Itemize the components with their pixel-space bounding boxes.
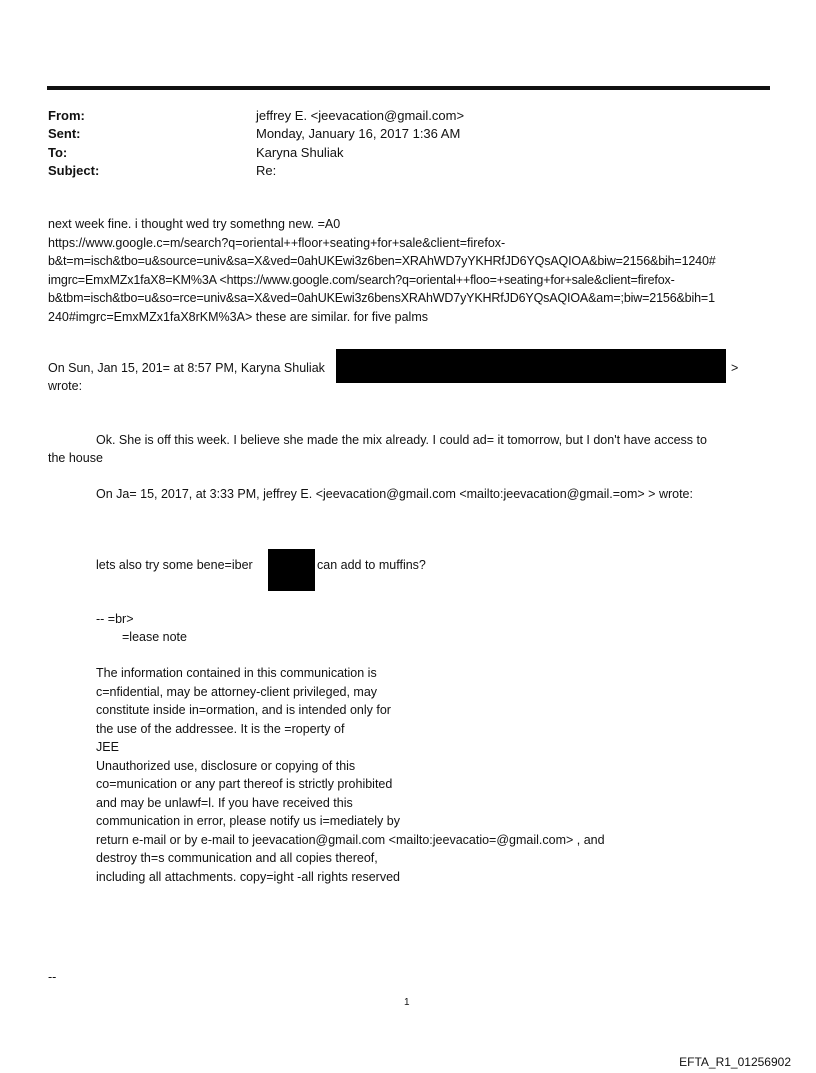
reply-header-line: On Sun, Jan 15, 201= at 8:57 PM, Karyna Shuliak — [48, 361, 325, 375]
disclaimer-line: The information contained in this communication is — [96, 666, 377, 680]
disclaimer-line: JEE — [96, 740, 119, 754]
disclaimer-line: the use of the addressee. It is the =roperty of — [96, 721, 345, 736]
quoted-reply-line: the house — [48, 451, 103, 465]
redaction-box — [336, 349, 726, 383]
disclaimer-line: constitute inside in=ormation, and is intended only for — [96, 703, 391, 717]
redaction-box — [268, 549, 315, 591]
disclaimer-line: and may be unlawf=l. If you have received this — [96, 795, 353, 810]
body-line: b&tbm=isch&tbo=u&so=rce=univ&sa=X&ved=0ahUKEwi3z6bensXRAhWD7yYKHRfJD6YQsAQIOA&am=;biw=2156&bih=1 — [48, 291, 715, 305]
disclaimer-line: return e-mail or by e-mail to jeevacation@gmail.com <mailto:jeevacatio=@gmail.com> , and — [96, 832, 605, 847]
quoted-reply-line: Ok. She is off this week. I believe she made the mix already. I could ad= it tomorrow, but I don't have access to — [96, 433, 707, 447]
page-number: 1 — [404, 997, 410, 1008]
document-id: EFTA_R1_01256902 — [679, 1055, 791, 1069]
body-line: next week fine. i thought wed try somethng new. =A0 — [48, 217, 341, 231]
from-label: From: — [48, 108, 85, 123]
quoted-message-line: lets also try some bene=iber — [96, 558, 253, 572]
quoted-message-line: can add to muffins? — [317, 558, 426, 572]
sent-value: Monday, January 16, 2017 1:36 AM — [256, 126, 461, 141]
to-value: Karyna Shuliak — [256, 145, 344, 160]
quoted-header-line: On Ja= 15, 2017, at 3:33 PM, jeffrey E. <jeevacation@gmail.com <mailto:jeevacation@gmail.=om> > wrote: — [96, 487, 693, 501]
sent-label: Sent: — [48, 126, 81, 141]
subject-label: Subject: — [48, 163, 100, 178]
disclaimer-line: c=nfidential, may be attorney-client privileged, may — [96, 684, 378, 699]
header-rule — [47, 86, 770, 90]
disclaimer-line: co=munication or any part thereof is strictly prohibited — [96, 777, 393, 791]
disclaimer-line: communication in error, please notify us i=mediately by — [96, 814, 400, 828]
signature-line: =lease note — [122, 630, 187, 644]
message-body-paragraph — [48, 215, 778, 326]
reply-header-suffix: > — [731, 361, 739, 375]
trailing-dashes: -- — [48, 970, 57, 984]
signature-line: -- =br> — [96, 612, 134, 626]
body-line: https://www.google.c=m/search?q=oriental++floor+seating+for+sale&client=firefox- — [48, 235, 506, 250]
body-line: 240#imgrc=EmxMZx1faX8rKM%3A> these are similar. for five palms — [48, 309, 428, 324]
from-value: jeffrey E. <jeevacation@gmail.com> — [256, 108, 465, 123]
disclaimer-line: including all attachments. copy=ight -all rights reserved — [96, 869, 400, 884]
body-line: b&t=m=isch&tbo=u&source=univ&sa=X&ved=0ahUKEwi3z6ben=XRAhWD7yYKHRfJD6YQsAQIOA&biw=2156&bih=1240# — [48, 254, 716, 268]
subject-value: Re: — [256, 163, 277, 178]
reply-header-wrote: wrote: — [48, 379, 83, 393]
to-label: To: — [48, 145, 68, 160]
disclaimer-line: Unauthorized use, disclosure or copying of this — [96, 758, 356, 773]
body-line: imgrc=EmxMZx1faX8=KM%3A <https://www.google.com/search?q=oriental++floo=+seating+for+sale&client=firefox- — [48, 272, 675, 287]
disclaimer-line: destroy th=s communication and all copies thereof, — [96, 851, 378, 865]
disclaimer-block — [96, 664, 605, 886]
